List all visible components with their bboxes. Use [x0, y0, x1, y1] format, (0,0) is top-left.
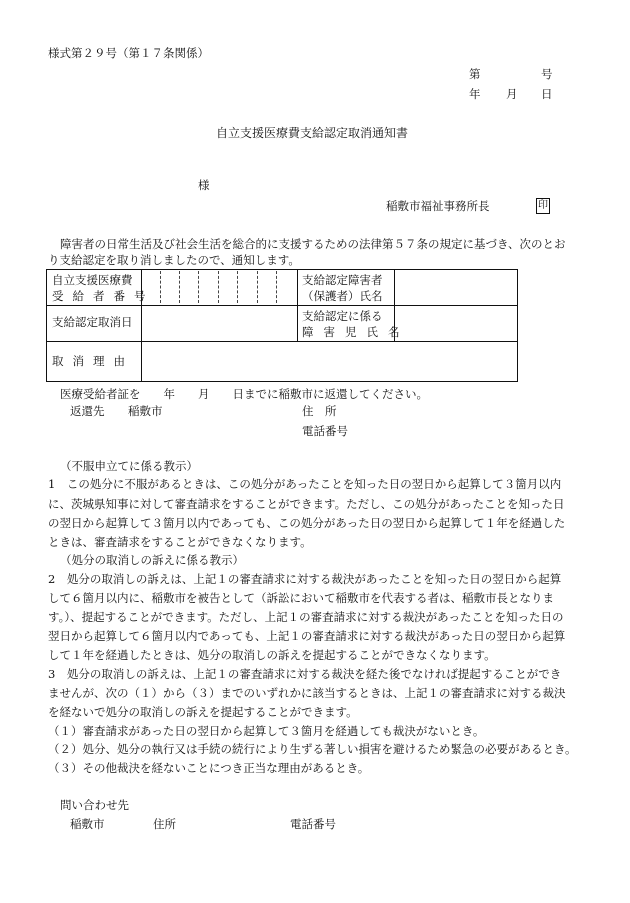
official-seal: 印 — [536, 198, 550, 214]
contact-address-label: 住所 — [153, 817, 176, 831]
revocation-date-label: 支給認定取消日 — [52, 315, 133, 329]
form-number: 様式第２９号（第１７条関係） — [48, 46, 209, 60]
child-name-label: 支給認定に係る — [302, 309, 383, 323]
p2-line-5: して１年を経過したときは、処分の取消しの訴えを提起することができなくなります。 — [48, 648, 496, 662]
item-3: （３）その他裁決を経ないことにつき正当な理由があるとき。 — [48, 761, 370, 775]
p3-line-1: 3 処分の取消しの訴えは、上記１の審査請求に対する裁決を経た後でなければ提起することができ — [48, 667, 562, 681]
issuer-name: 稲敷市福祉事務所長 — [386, 199, 490, 213]
date-year: 年 — [469, 87, 481, 101]
revocation-heading: （処分の取消しの訴えに係る教示） — [60, 553, 244, 567]
p1-line-3: の翌日から起算して３箇月以内であっても、この処分があった日の翌日から起算して１年を経過した — [48, 516, 566, 530]
item-1: （１）審査請求があった日の翌日から起算して３箇月を経過しても裁決がないとき。 — [48, 724, 485, 738]
child-name-label-2: 障害児氏名 — [302, 325, 410, 339]
intro-line-1: 障害者の日常生活及び社会生活を総合的に支援するための法律第５７条の規定に基づき、次のとお — [60, 237, 566, 251]
p3-line-2: ませんが、次の（１）から（３）までのいずれかに該当するときは、上記１の審査請求に対する裁決 — [48, 686, 566, 700]
recipient-number-label-2: 受給者番号 — [52, 289, 155, 303]
return-instruction: 医療受給者証を 年 月 日までに稲敷市に返還してください。 — [60, 387, 428, 401]
date-month: 月 — [506, 87, 518, 101]
p2-line-1: 2 処分の取消しの訴えは、上記１の審査請求に対する裁決があったことを知った日の翌日から起算 — [48, 572, 562, 586]
p1-line-4: ときは、審査請求をすることができなくなります。 — [48, 535, 312, 549]
return-address-label: 住 所 — [302, 404, 337, 418]
p2-line-2: して６箇月以内に、稲敷市を被告として（訴訟において稲敷市を代表する者は、稲敷市長となりま — [48, 591, 554, 605]
recipient-honorific: 様 — [198, 178, 210, 192]
certified-person-label: 支給認定障害者 — [302, 273, 383, 287]
return-destination-value: 稲敷市 — [128, 404, 163, 418]
contact-heading: 問い合わせ先 — [60, 798, 129, 812]
return-phone-label: 電話番号 — [302, 424, 348, 438]
date-day: 日 — [541, 87, 553, 101]
contact-phone-label: 電話番号 — [290, 817, 336, 831]
contact-org: 稲敷市 — [70, 817, 105, 831]
p1-line-2: に、茨城県知事に対して審査請求をすることができます。ただし、この処分があったことを知った日 — [48, 497, 565, 511]
p2-line-4: 翌日から起算して６箇月以内であっても、上記１の審査請求に対する裁決があった日の翌日から起算 — [48, 629, 566, 643]
number-label: 第 — [469, 67, 481, 81]
item-2: （２）処分、処分の執行又は手続の続行により生ずる著しい損害を避けるため緊急の必要があるとき。 — [48, 742, 577, 756]
intro-line-2: り支給認定を取り消しましたので、通知します。 — [48, 253, 300, 267]
p2-line-3: す。）、提起することができます。ただし、上記１の審査請求に対する裁決があったことを知った日の — [48, 610, 564, 624]
number-suffix: 号 — [541, 67, 553, 81]
return-destination-label: 返還先 — [70, 404, 105, 418]
recipient-number-label: 自立支援医療費 — [52, 273, 133, 287]
document-title: 自立支援医療費支給認定取消通知書 — [216, 126, 409, 140]
revocation-reason-label: 取消理由 — [52, 354, 134, 368]
p1-line-1: 1 この処分に不服があるときは、この処分があったことを知った日の翌日から起算して３箇月以内 — [48, 477, 562, 491]
p3-line-3: を経ないで処分の取消しの訴えを提起することができます。 — [48, 705, 358, 719]
certified-person-label-2: （保護者）氏名 — [302, 289, 383, 303]
objection-heading: （不服申立てに係る教示） — [60, 459, 198, 473]
